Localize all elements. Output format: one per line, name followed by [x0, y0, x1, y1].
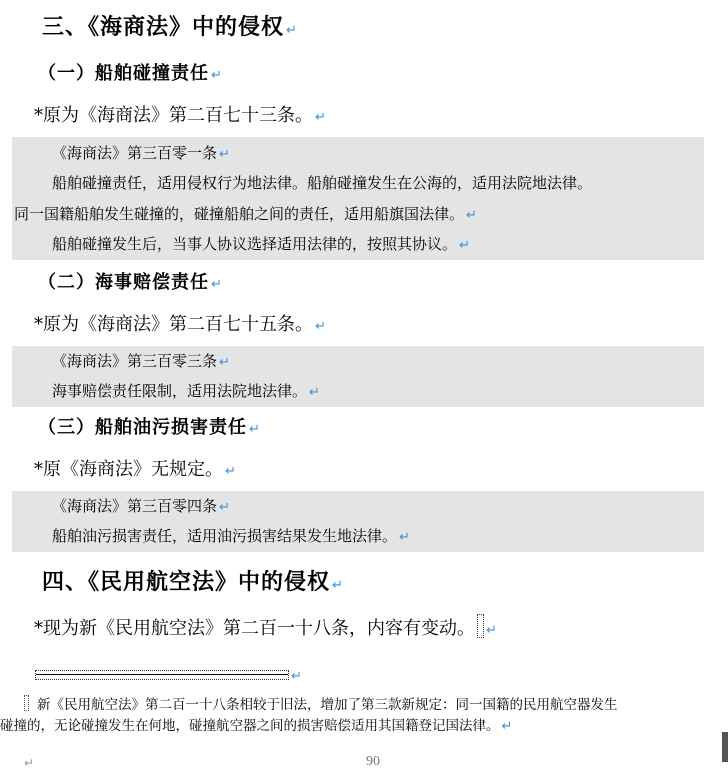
paragraph-mark-icon: ↵ [249, 422, 261, 437]
paragraph-mark-icon: ↵ [459, 238, 470, 253]
footer-return-mark-icon: ↵ [24, 756, 35, 770]
section-4-title: 四、《民用航空法》中的侵权 ↵ [42, 570, 344, 595]
note-original-article: *原为《海商法》第二百七十五条。 ↵ [34, 314, 326, 335]
paragraph-mark-icon: ↵ [219, 500, 230, 515]
section-3-title: 三、《海商法》中的侵权 ↵ [42, 15, 298, 40]
quote-text-line: 船舶油污损害责任，适用油污损害结果发生地法律。 ↵ [52, 527, 410, 545]
scrollbar-thumb[interactable] [722, 732, 728, 762]
subsection-title-oil-pollution: （三）船舶油污损害责任 ↵ [38, 417, 261, 438]
subsection-title-ship-collision: （一）船舶碰撞责任 ↵ [38, 63, 223, 84]
paragraph-mark-icon: ↵ [315, 110, 326, 125]
paragraph-mark-icon: ↵ [332, 578, 344, 593]
paragraph-mark-icon: ↵ [211, 68, 223, 83]
paragraph-mark-icon: ↵ [315, 319, 326, 334]
quote-text-line: 同一国籍船舶发生碰撞的，碰撞船舶之间的责任，适用船旗国法律。 ↵ [14, 205, 477, 223]
note-original-article: *原为《海商法》第二百七十三条。 ↵ [34, 105, 326, 126]
note-original-article: *原《海商法》无规定。 ↵ [34, 459, 236, 480]
note-current-article: *现为新《民用航空法》第二百一十八条，内容有变动。 ↵ [34, 614, 497, 640]
paragraph-mark-icon: ↵ [219, 355, 230, 370]
footnote-text-line: 新《民用航空法》第二百一十八条相较于旧法，增加了第三款新规定：同一国籍的民用航空器发生 [24, 693, 618, 713]
quote-article-title: 《海商法》第三百零一条 ↵ [52, 144, 230, 162]
subsection-title-maritime-liability: （二）海事赔偿责任 ↵ [38, 272, 223, 293]
quote-article-title: 《海商法》第三百零四条 ↵ [52, 497, 230, 515]
paragraph-mark-icon: ↵ [211, 277, 223, 292]
quote-article-title: 《海商法》第三百零三条 ↵ [52, 352, 230, 370]
paragraph-mark-icon: ↵ [291, 669, 302, 684]
paragraph-mark-icon: ↵ [286, 23, 298, 38]
footnote-separator-line [36, 674, 288, 675]
paragraph-mark-icon: ↵ [399, 530, 410, 545]
quote-text-line: 船舶碰撞责任，适用侵权行为地法律。船舶碰撞发生在公海的，适用法院地法律。 [52, 174, 593, 192]
paragraph-mark-icon: ↵ [501, 719, 513, 734]
footnote-text-line: 碰撞的，无论碰撞发生在何地，碰撞航空器之间的损害赔偿适用其国籍登记国法律。 ↵ [0, 718, 513, 734]
footnote-separator [35, 670, 289, 680]
paragraph-mark-icon: ↵ [225, 464, 236, 479]
paragraph-mark-icon: ↵ [219, 147, 230, 162]
paragraph-mark-icon: ↵ [486, 623, 497, 638]
footnote-anchor-icon[interactable] [477, 614, 484, 638]
paragraph-mark-icon: ↵ [466, 208, 477, 223]
page-number: 90 [366, 754, 380, 769]
quote-text-line: 海事赔偿责任限制，适用法院地法律。 ↵ [52, 382, 320, 400]
paragraph-mark-icon: ↵ [309, 385, 320, 400]
quote-text-line: 船舶碰撞发生后，当事人协议选择适用法律的，按照其协议。 ↵ [52, 235, 470, 253]
footnote-reference-icon[interactable] [24, 695, 29, 711]
